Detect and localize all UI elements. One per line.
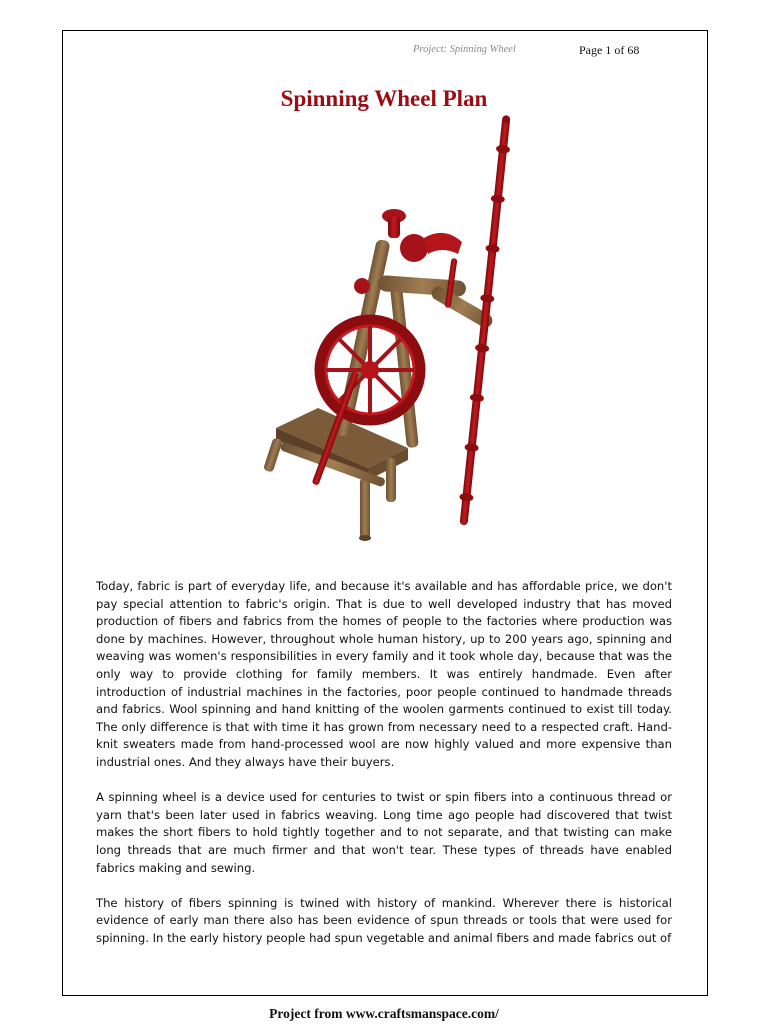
paragraph: Today, fabric is part of everyday life, and because it's available and has affordable price, we don't pay special attention to fabric's origin. That is due to well developed industry that has moved production of fibers and fabrics from the homes of people to the factories where production was done by machines. However, throughout whole human history, up to 200 years ago, spinning and weaving was women's responsibilities in every family and it took whole day, because that was the only way to provide clothing for family members. It was entirely handmade. Even after introduction of industrial machines in the factories, poor people continued to handmade threads and fabrics. Wool spinning and hand knitting of the woolen garments continued to exist till today. The only difference is that with time it has grown from necessary need to a respected craft. Hand-knit sweaters made from hand-processed wool are now highly valued and more expensive than industrial ones. And they always have their buyers. [96, 579, 672, 769]
body-text [96, 578, 672, 965]
footer-divider [62, 995, 708, 996]
header-project-name: Project: Spinning Wheel [413, 44, 516, 55]
paragraph: The history of fibers spinning is twined with history of mankind. Wherever there is historical evidence of early man there also has been evidence of spun threads or tools that were used for spinning. In the early history people had spun vegetable and animal fibers and made fabrics out of [96, 895, 672, 945]
document-title: Spinning Wheel Plan [280, 86, 488, 111]
footer-credit: Project from www.craftsmanspace.com/ [269, 1006, 499, 1021]
page-number: Page 1 of 68 [579, 43, 640, 57]
paragraph: A spinning wheel is a device used for centuries to twist or spin fibers into a continuous thread or yarn that's been later used in fabrics weaving. Long time ago people had discovered that twist makes the short fibers to hold tightly together and to not separate, and that twisting can make long threads that are much firmer and that won't tear. These types of threads have enabled fabrics making and sewing. [96, 790, 672, 875]
spinning-wheel-illustration [248, 108, 528, 544]
